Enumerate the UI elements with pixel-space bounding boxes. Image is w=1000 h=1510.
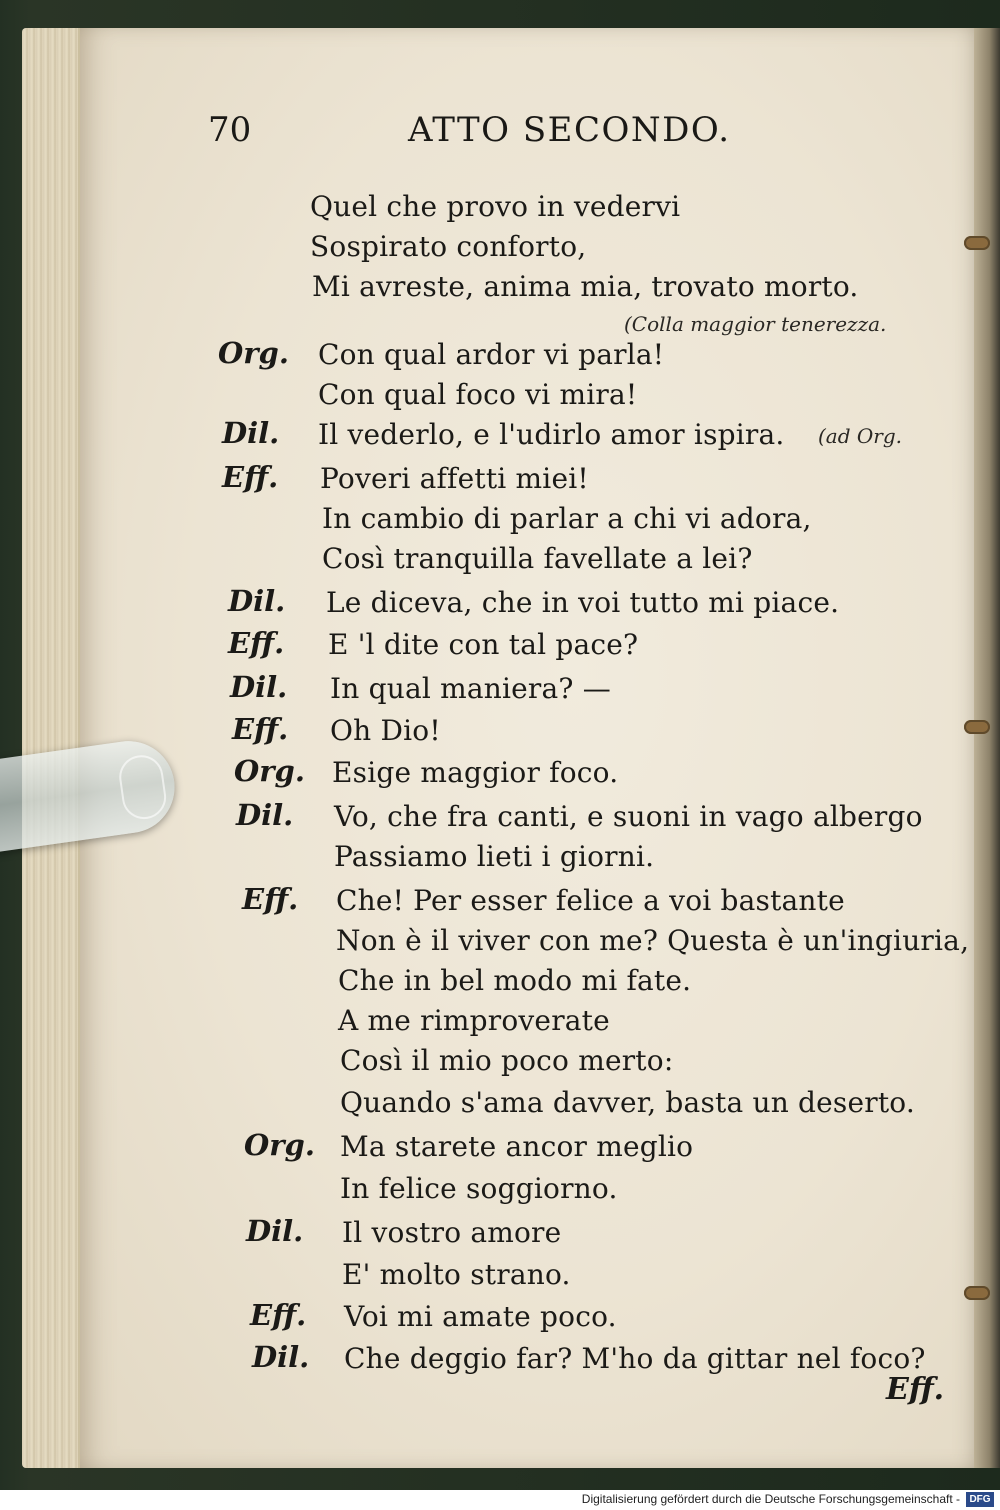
verse-text-line: In cambio di parlar a chi vi adora, (322, 502, 812, 535)
verse-text-line: Il vostro amore (342, 1216, 562, 1249)
verse-line (0, 500, 1000, 540)
verse-text-line: E 'l dite con tal pace? (328, 628, 639, 661)
speaker-label: Dil. (252, 1340, 310, 1374)
verse-line (0, 376, 1000, 416)
speaker-label: Dil. (228, 584, 286, 618)
verse-line (0, 1084, 1000, 1124)
page-number: 70 (208, 110, 252, 150)
speaker-label: Dil. (246, 1214, 304, 1248)
speaker-label: Eff. (228, 626, 285, 660)
verse-text-line: Che deggio far? M'ho da gittar nel foco? (344, 1342, 926, 1375)
verse-text-line: Quando s'ama davver, basta un deserto. (340, 1086, 915, 1119)
verse-text-line: E' molto strano. (342, 1258, 571, 1291)
verse-text-line: In qual maniera? — (330, 672, 611, 705)
act-title: ATTO SECONDO. (408, 110, 731, 150)
speaker-label: Dil. (230, 670, 288, 704)
speaker-label: Eff. (250, 1298, 307, 1332)
speaker-label: Eff. (232, 712, 289, 746)
verse-line (0, 1002, 1000, 1042)
verse-line (0, 670, 1000, 710)
verse-text-line: Passiamo lieti i giorni. (334, 840, 655, 873)
verse-text-line: Non è il viver con me? Questa è un'ingiuria, (336, 924, 970, 957)
verse-line (0, 460, 1000, 500)
verse-text-line: Poveri affetti miei! (320, 462, 589, 495)
verse-text-line: Mi avreste, anima mia, trovato morto. (312, 270, 859, 303)
glass-clip-edge (116, 752, 168, 822)
verse-text-line: Che! Per esser felice a voi bastante (336, 884, 845, 917)
footer-credit: Digitalisierung gefördert durch die Deutsche Forschungsgemeinschaft - (581, 1492, 960, 1506)
verse-line (0, 268, 1000, 308)
footer-strip (0, 1490, 1000, 1510)
stage-direction: (Colla maggior tenerezza. (624, 312, 887, 336)
verse-line (0, 626, 1000, 666)
catchword: Eff. (886, 1372, 945, 1407)
verse-text-line: Così il mio poco merto: (340, 1044, 674, 1077)
verse-line (0, 1214, 1000, 1254)
verse-text-line: Così tranquilla favellate a lei? (322, 542, 753, 575)
verse-line (0, 1170, 1000, 1210)
verse-text-line: Ma starete ancor meglio (340, 1130, 694, 1163)
verse-line (0, 540, 1000, 580)
speaker-label: Org. (234, 754, 305, 788)
verse-text-line: Con qual ardor vi parla! (318, 338, 665, 371)
stage-direction: (ad Org. (818, 424, 903, 448)
dfg-logo: DFG (966, 1492, 994, 1507)
verse-line (0, 188, 1000, 228)
verse-text-line: Il vederlo, e l'udirlo amor ispira. (318, 418, 785, 451)
verse-line (0, 1256, 1000, 1296)
verse-text-line: Vo, che fra canti, e suoni in vago albergo (334, 800, 923, 833)
verse-line (0, 1042, 1000, 1082)
verse-text-line: Sospirato conforto, (310, 230, 587, 263)
speaker-label: Eff. (222, 460, 279, 494)
verse-line (0, 882, 1000, 922)
verse-text-line: Voi mi amate poco. (344, 1300, 617, 1333)
verse-line (0, 922, 1000, 962)
verse-line (0, 416, 1000, 456)
verse-text-line: Le diceva, che in voi tutto mi piace. (326, 586, 840, 619)
verse-text-line: Che in bel modo mi fate. (338, 964, 692, 997)
verse-text-line: Esige maggior foco. (332, 756, 619, 789)
speaker-label: Eff. (242, 882, 299, 916)
speaker-label: Dil. (236, 798, 294, 832)
verse-line (0, 1340, 1000, 1380)
speaker-label: Org. (218, 336, 289, 370)
verse-text-line: A me rimproverate (338, 1004, 610, 1037)
verse-text-line: In felice soggiorno. (340, 1172, 618, 1205)
speaker-label: Dil. (222, 416, 280, 450)
verse-line (0, 1298, 1000, 1338)
verse-line (0, 1128, 1000, 1168)
verse-line (0, 336, 1000, 376)
verse-text-line: Con qual foco vi mira! (318, 378, 638, 411)
speaker-label: Org. (244, 1128, 315, 1162)
verse-line (0, 584, 1000, 624)
verse-text-line: Oh Dio! (330, 714, 441, 747)
verse-line (0, 962, 1000, 1002)
verse-line (0, 838, 1000, 878)
verse-text-line: Quel che provo in vedervi (310, 190, 681, 223)
verse-line (0, 228, 1000, 268)
